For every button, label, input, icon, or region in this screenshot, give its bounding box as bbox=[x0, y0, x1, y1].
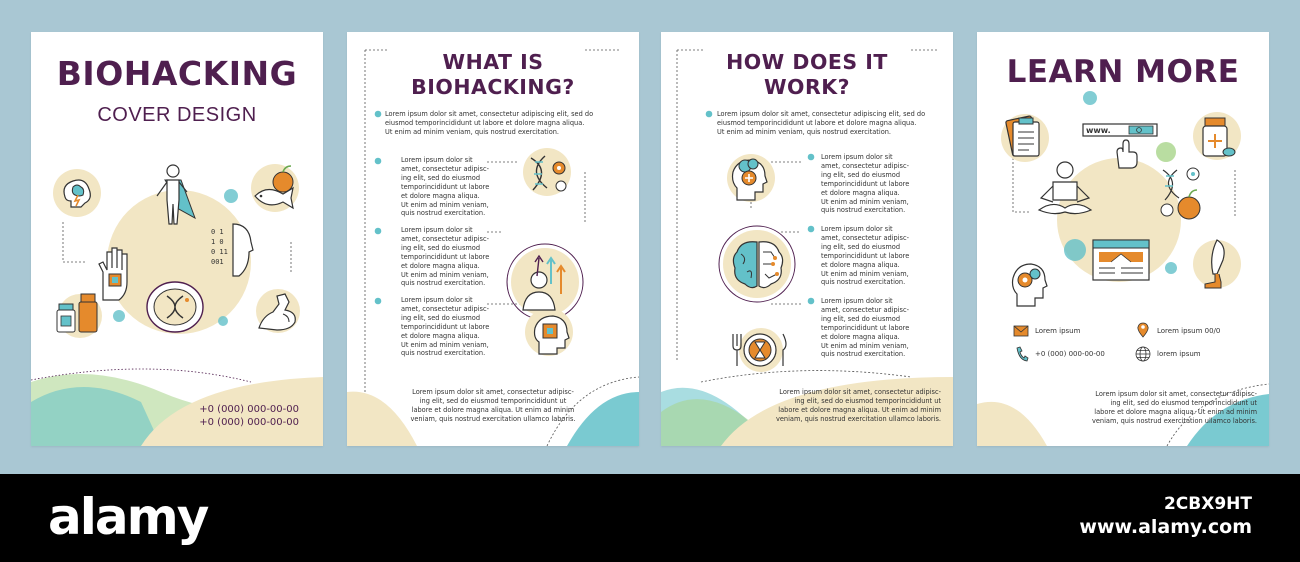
item-line: amet, consectetur adipisc- bbox=[401, 234, 489, 243]
footer-line: veniam, quis nostrud exercitation ullamco laboris. bbox=[1091, 416, 1257, 425]
dna-gears-icon bbox=[523, 150, 571, 196]
dna-apple-icon bbox=[1157, 166, 1209, 222]
flexed-arm-icon bbox=[253, 286, 303, 336]
supplements-icon bbox=[53, 290, 107, 340]
webpage-icon bbox=[1091, 238, 1151, 282]
prosthetic-leg-icon bbox=[1199, 238, 1237, 292]
item-line: quis nostrud exercitation. bbox=[821, 206, 906, 215]
svg-text:001: 001 bbox=[211, 258, 224, 266]
what-intro-line: Lorem ipsum dolor sit amet, consectetur adipiscing elit, sed do bbox=[385, 110, 594, 118]
pill-bottle-icon bbox=[1197, 114, 1237, 160]
item-line: Lorem ipsum dolor sit bbox=[821, 153, 893, 161]
item-line: Ut enim ad minim veniam, bbox=[401, 270, 489, 279]
item-line: temporincididunt ut labore bbox=[401, 252, 490, 261]
what-is-page bbox=[347, 32, 639, 446]
item-line: temporincididunt ut labore bbox=[401, 182, 490, 191]
fasting-plate-icon bbox=[729, 328, 791, 370]
footer-line: labore et dolore magna aliqua. Ut enim ad minim bbox=[1094, 407, 1257, 416]
item-line: quis nostrud exercitation. bbox=[401, 349, 486, 358]
contact-web: lorem ipsum bbox=[1157, 350, 1201, 358]
what-footer-text bbox=[385, 388, 601, 424]
item-line: Lorem ipsum dolor sit bbox=[401, 226, 473, 234]
what-item-2 bbox=[401, 226, 491, 288]
footer-line: Lorem ipsum dolor sit amet, consectetur adipisc- bbox=[779, 388, 941, 396]
how-footer-text bbox=[731, 388, 941, 424]
svg-text:1 0: 1 0 bbox=[211, 238, 224, 246]
item-line: et dolore magna aliqua. bbox=[401, 191, 480, 200]
item-line: et dolore magna aliqua. bbox=[401, 331, 480, 340]
item-line: ing elit, sed do eiusmod bbox=[821, 170, 901, 179]
cover-phone-1: +0 (000) 000-00-00 bbox=[199, 404, 299, 415]
item-line: ing elit, sed do eiusmod bbox=[821, 314, 901, 323]
item-line: Ut enim ad minim veniam, bbox=[821, 269, 909, 278]
checklist-icon bbox=[1003, 112, 1047, 160]
how-title-line-1: HOW DOES IT bbox=[726, 50, 888, 74]
location-pin-icon bbox=[1137, 322, 1149, 338]
how-intro-line: Lorem ipsum dolor sit amet, consectetur adipiscing elit, sed do bbox=[717, 110, 926, 118]
item-line: et dolore magna aliqua. bbox=[821, 188, 900, 197]
what-intro-line: eiusmod temporincididunt ut labore et dolore magna aliqua. bbox=[385, 118, 585, 127]
how-page bbox=[661, 32, 953, 446]
what-title-line-2: BIOHACKING? bbox=[411, 75, 575, 99]
image-id: 2CBX9HT bbox=[1163, 494, 1252, 514]
item-line: Ut enim ad minim veniam, bbox=[821, 197, 909, 206]
footer-line: Lorem ipsum dolor sit amet, consectetur adipisc- bbox=[412, 388, 574, 396]
how-item-3 bbox=[821, 297, 913, 359]
item-line: Ut enim ad minim veniam, bbox=[401, 200, 489, 209]
contact-phone: +0 (000) 000-00-00 bbox=[1035, 350, 1105, 358]
dna-cell-icon bbox=[143, 278, 207, 336]
cover-subtitle: COVER DESIGN bbox=[97, 104, 257, 126]
what-title-line-1: WHAT IS bbox=[442, 50, 544, 74]
how-intro-line: eiusmod temporincididunt ut labore et dolore magna aliqua. bbox=[717, 118, 917, 127]
url-text: www. bbox=[1086, 126, 1111, 135]
superhero-icon bbox=[147, 162, 199, 230]
item-line: temporincididunt ut labore bbox=[821, 251, 910, 260]
item-line: Ut enim ad minim veniam, bbox=[821, 341, 909, 350]
footer-line: labore et dolore magna aliqua. Ut enim ad minim bbox=[411, 405, 575, 414]
footer-line: veniam, quis nostrud exercitation ullamco laboris. bbox=[775, 414, 941, 423]
item-line: amet, consectetur adipisc- bbox=[821, 161, 909, 170]
footer-line: ing elit, sed do eiusmod temporincididunt ut bbox=[419, 396, 567, 405]
svg-text:0 11: 0 11 bbox=[211, 248, 228, 256]
item-line: ing elit, sed do eiusmod bbox=[401, 243, 481, 252]
how-item-2 bbox=[821, 225, 913, 287]
head-chip-icon bbox=[531, 312, 571, 356]
item-line: amet, consectetur adipisc- bbox=[401, 304, 489, 313]
item-line: ing elit, sed do eiusmod bbox=[401, 313, 481, 322]
item-line: Ut enim ad minim veniam, bbox=[401, 340, 489, 349]
head-health-icon bbox=[727, 154, 775, 202]
footer-line: ing elit, sed do eiusmod temporincididunt ut bbox=[794, 396, 941, 405]
what-intro-line: Ut enim ad minim veniam, quis nostrud exercitation. bbox=[385, 127, 560, 136]
item-line: ing elit, sed do eiusmod bbox=[401, 173, 481, 182]
contact-email: Lorem ipsum bbox=[1035, 327, 1081, 335]
how-intro-line: Ut enim ad minim veniam, quis nostrud exercitation. bbox=[717, 127, 892, 136]
binary-face-icon bbox=[209, 220, 255, 282]
alamy-logo: alamy bbox=[48, 488, 208, 546]
globe-icon bbox=[1135, 346, 1151, 362]
apple-fish-icon bbox=[249, 162, 301, 216]
contact-address: Lorem ipsum 00/0 bbox=[1157, 327, 1221, 335]
item-line: et dolore magna aliqua. bbox=[401, 261, 480, 270]
footer-line: labore et dolore magna aliqua. Ut enim ad minim bbox=[778, 405, 941, 414]
cover-decoration bbox=[31, 32, 323, 446]
cover-page bbox=[31, 32, 323, 446]
how-title-line-2: WORK? bbox=[763, 75, 851, 99]
cover-phone-2: +0 (000) 000-00-00 bbox=[199, 417, 299, 428]
phone-icon bbox=[1015, 346, 1029, 362]
envelope-icon bbox=[1013, 325, 1029, 337]
site-url: www.alamy.com bbox=[1079, 516, 1252, 538]
item-line: amet, consectetur adipisc- bbox=[821, 305, 909, 314]
item-line: Lorem ipsum dolor sit bbox=[401, 156, 473, 164]
how-intro bbox=[717, 110, 949, 137]
item-line: amet, consectetur adipisc- bbox=[401, 164, 489, 173]
footer-line: ing elit, sed do eiusmod temporincididunt ut bbox=[1110, 398, 1257, 407]
learn-more-page bbox=[977, 32, 1269, 446]
cover-title: BIOHACKING bbox=[56, 54, 298, 93]
item-line: amet, consectetur adipisc- bbox=[821, 233, 909, 242]
brain-circuit-icon bbox=[729, 238, 787, 292]
item-line: quis nostrud exercitation. bbox=[821, 350, 906, 359]
person-growth-icon bbox=[517, 254, 573, 312]
what-item-1 bbox=[401, 156, 491, 218]
brain-lightning-icon bbox=[51, 167, 103, 219]
item-line: Lorem ipsum dolor sit bbox=[821, 297, 893, 305]
svg-text:0 1: 0 1 bbox=[211, 228, 224, 236]
item-line: temporincididunt ut labore bbox=[821, 323, 910, 332]
what-title bbox=[387, 50, 599, 100]
what-item-3 bbox=[401, 296, 491, 358]
item-line: quis nostrud exercitation. bbox=[401, 209, 486, 218]
item-line: quis nostrud exercitation. bbox=[821, 278, 906, 287]
item-line: ing elit, sed do eiusmod bbox=[821, 242, 901, 251]
how-title bbox=[701, 50, 913, 100]
item-line: temporincididunt ut labore bbox=[821, 179, 910, 188]
what-intro bbox=[385, 110, 615, 137]
item-line: temporincididunt ut labore bbox=[401, 322, 490, 331]
item-line: Lorem ipsum dolor sit bbox=[401, 296, 473, 304]
footer-line: veniam, quis nostrud exercitation ullamco laboris. bbox=[410, 414, 576, 423]
meditation-icon bbox=[1033, 158, 1097, 222]
footer-line: Lorem ipsum dolor sit amet, consectetur adipisc- bbox=[1095, 390, 1257, 398]
learn-footer-text bbox=[1039, 390, 1257, 426]
item-line: et dolore magna aliqua. bbox=[821, 332, 900, 341]
learn-title: LEARN MORE bbox=[1006, 54, 1240, 90]
item-line: et dolore magna aliqua. bbox=[821, 260, 900, 269]
head-gears-icon bbox=[1007, 256, 1053, 308]
item-line: quis nostrud exercitation. bbox=[401, 279, 486, 288]
item-line: Lorem ipsum dolor sit bbox=[821, 225, 893, 233]
how-item-1 bbox=[821, 153, 913, 215]
